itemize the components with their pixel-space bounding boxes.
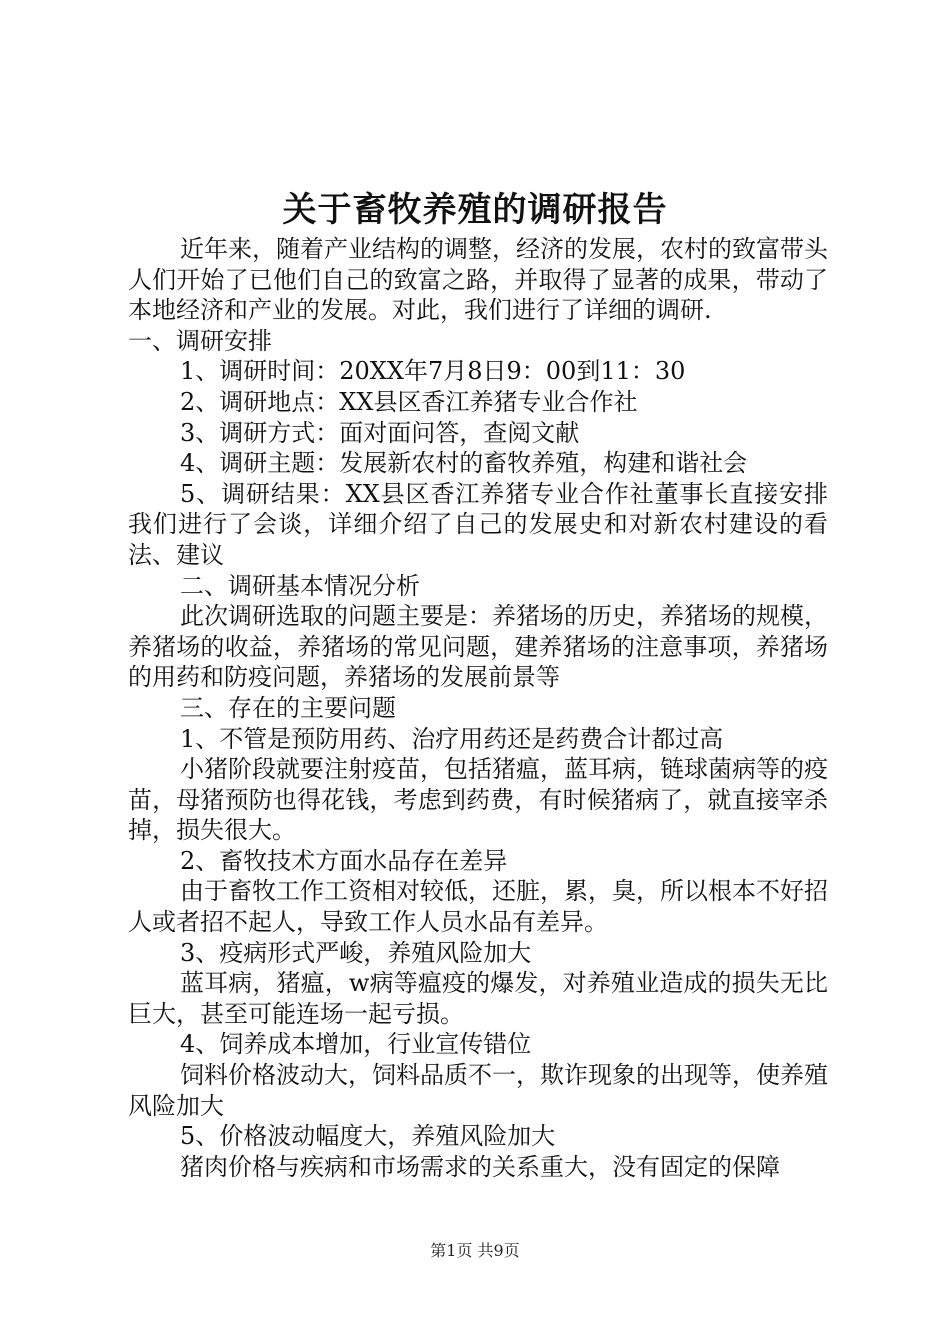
- problem-text-5: 猪肉价格与疾病和市场需求的关系重大，没有固定的保障: [180, 1152, 780, 1181]
- document-body: [128, 234, 828, 1182]
- section-heading-analysis: 二、调研基本情况分析: [180, 571, 420, 600]
- list-item-result: 5、调研结果：XX县区香江养猪专业合作社董事长直接安排我们进行了会谈，详细介绍了自己的发展史和对新农村建设的看法、建议: [128, 479, 828, 569]
- problem-heading-2: 2、畜牧技术方面水品存在差异: [180, 846, 508, 875]
- section-heading-arrangement: 一、调研安排: [128, 326, 272, 355]
- list-item-method: 3、调研方式：面对面问答，查阅文献: [180, 418, 580, 447]
- problem-heading-5: 5、价格波动幅度大，养殖风险加大: [180, 1122, 556, 1151]
- problem-heading-1: 1、不管是预防用药、治疗用药还是药费合计都过高: [180, 724, 724, 753]
- document-title: 关于畜牧养殖的调研报告: [282, 190, 668, 230]
- list-item-theme: 4、调研主题：发展新农村的畜牧养殖，构建和谐社会: [180, 449, 748, 478]
- list-item-time: 1、调研时间：20XX年7月8日9：00到11：30: [180, 357, 686, 386]
- paragraph-intro: 近年来，随着产业结构的调整，经济的发展，农村的致富带头人们开始了已他们自己的致富之路，并取得了显著的成果，带动了本地经济和产业的发展。对此，我们进行了详细的调研.: [128, 235, 828, 325]
- problem-text-1: 小猪阶段就要注射疫苗，包括猪瘟，蓝耳病，链球菌病等的疫苗，母猪预防也得花钱，考虑到药费，有时候猪病了，就直接宰杀掉，损失很大。: [128, 755, 828, 845]
- problem-text-2: 由于畜牧工作工资相对较低，还脏，累，臭，所以根本不好招人或者招不起人，导致工作人员水品有差异。: [128, 877, 828, 937]
- section-heading-problems: 三、存在的主要问题: [180, 693, 396, 722]
- problem-heading-3: 3、疫病形式严峻，养殖风险加大: [180, 938, 532, 967]
- list-item-location: 2、调研地点：XX县区香江养猪专业合作社: [180, 387, 638, 416]
- paragraph-analysis: 此次调研选取的问题主要是：养猪场的历史，养猪场的规模，养猪场的收益，养猪场的常见问题，建养猪场的注意事项，养猪场的用药和防疫问题，养猪场的发展前景等: [128, 602, 828, 692]
- problem-text-3: 蓝耳病，猪瘟，w病等瘟疫的爆发，对养殖业造成的损失无比巨大，甚至可能连场一起亏损。: [128, 969, 828, 1028]
- problem-heading-4: 4、饲养成本增加，行业宣传错位: [180, 1030, 532, 1059]
- page-footer: 第1页 共9页: [430, 1241, 520, 1260]
- problem-text-4: 饲料价格波动大，饲料品质不一，欺诈现象的出现等，使养殖风险加大: [128, 1061, 828, 1120]
